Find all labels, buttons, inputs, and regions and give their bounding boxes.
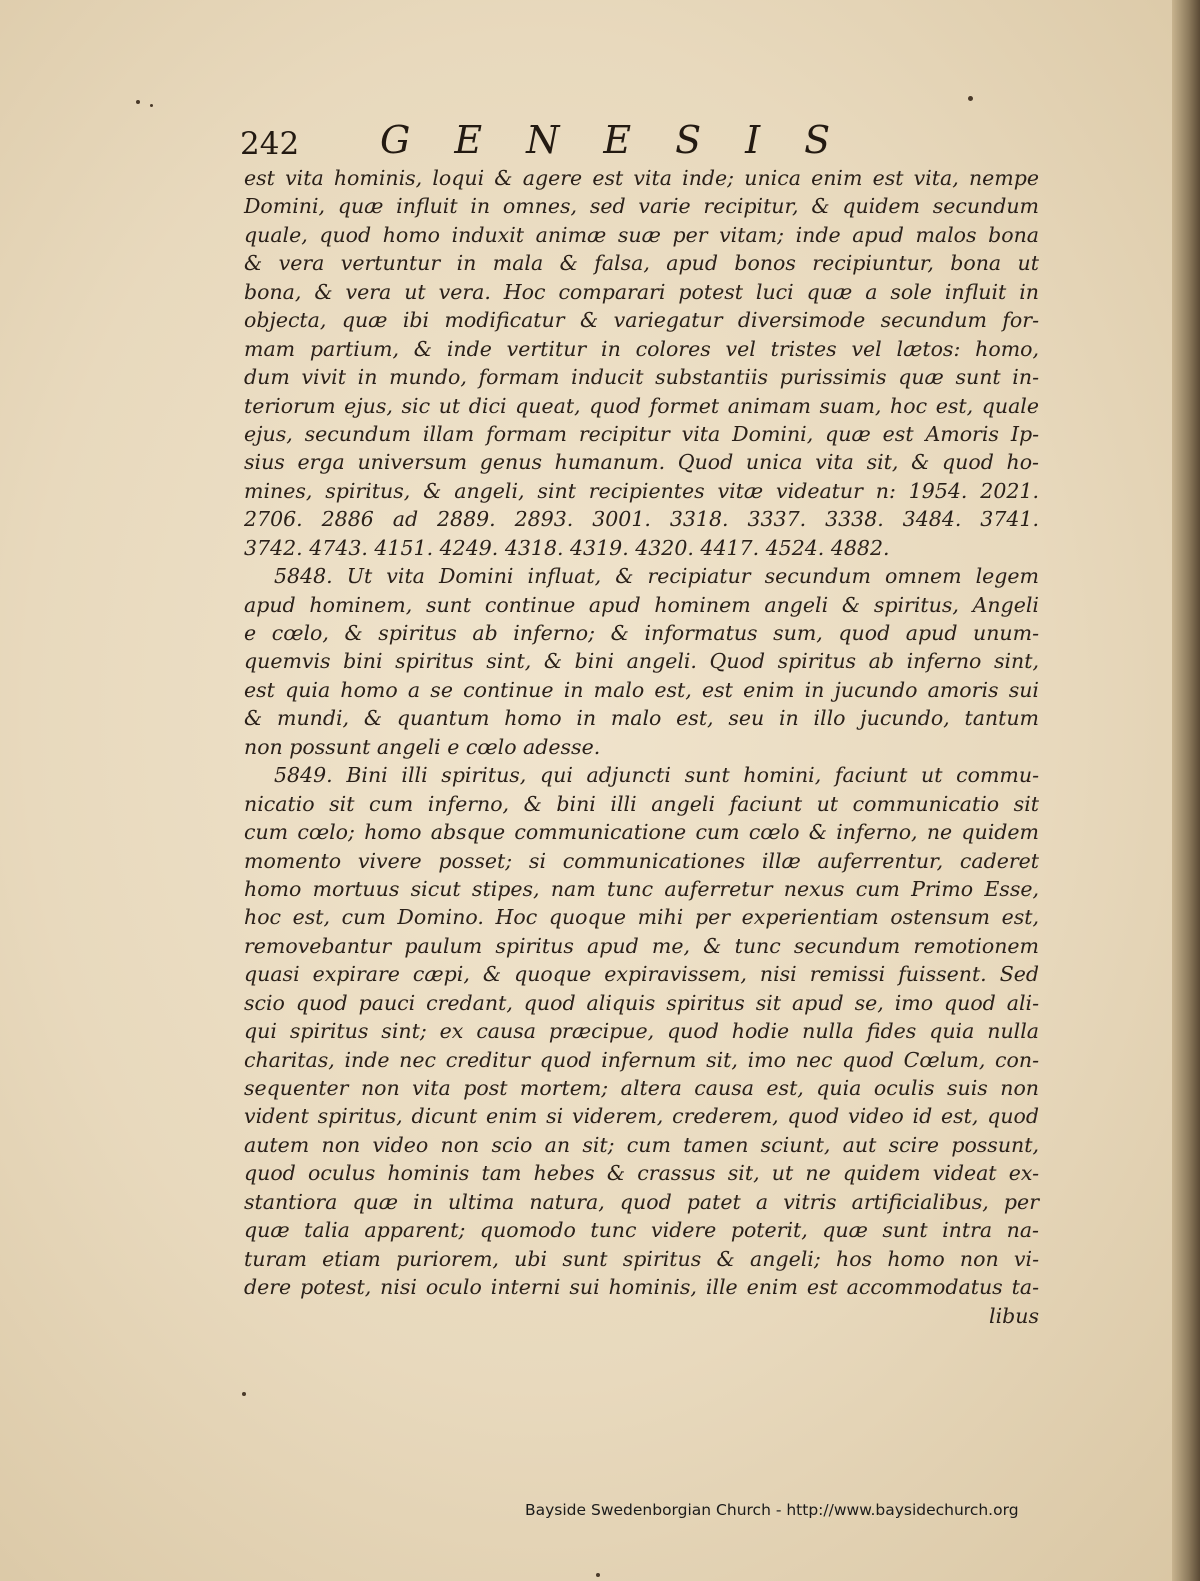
text-line: ejus, secundum illam formam recipitur vita Domini, quæ est Amoris Ip-: [244, 421, 1039, 446]
text-line: quemvis bini spiritus sint, & bini angeli. Quod spiritus ab inferno sint,: [244, 649, 1039, 674]
book-title: GENESIS: [380, 118, 875, 162]
text-line: non possunt angeli e cœlo adesse.: [244, 734, 601, 759]
text-line: quasi expirare cæpi, & quoque expiravissem, nisi remissi fuissent. Sed: [244, 962, 1039, 987]
text-line: scio quod pauci credant, quod aliquis spiritus sit apud se, imo quod ali-: [244, 990, 1039, 1015]
text-line: removebantur paulum spiritus apud me, & tunc secundum remotionem: [244, 933, 1039, 958]
ink-speck: [136, 100, 140, 104]
text-line: dere potest, nisi oculo interni sui hominis, ille enim est accommodatus ta-: [244, 1275, 1039, 1300]
page-gutter-shadow: [1172, 0, 1200, 1581]
text-line: charitas, inde nec creditur quod infernum sit, imo nec quod Cœlum, con-: [244, 1047, 1039, 1072]
text-line: quod oculus hominis tam hebes & crassus sit, ut ne quidem videat ex-: [244, 1161, 1039, 1186]
text-line: homo mortuus sicut stipes, nam tunc auferretur nexus cum Primo Esse,: [244, 876, 1039, 901]
text-line: cum cœlo; homo absque communicatione cum cœlo & inferno, ne quidem: [244, 820, 1039, 845]
text-line: autem non video non scio an sit; cum tamen sciunt, aut scire possunt,: [244, 1132, 1039, 1157]
text-line: 3742. 4743. 4151. 4249. 4318. 4319. 4320. 4417. 4524. 4882.: [244, 535, 890, 560]
text-line: momento vivere posset; si communicationes illæ auferrentur, caderet: [244, 848, 1039, 873]
text-line: dum vivit in mundo, formam inducit substantiis purissimis quæ sunt in-: [244, 365, 1039, 390]
text-line: qui spiritus sint; ex causa præcipue, quod hodie nulla fides quia nulla: [244, 1019, 1039, 1044]
page-number: 242: [240, 126, 300, 162]
text-line: mam partium, & inde vertitur in colores vel tristes vel lætos: homo,: [244, 336, 1039, 361]
text-line: nicatio sit cum inferno, & bini illi angeli faciunt ut communicatio sit: [244, 791, 1039, 816]
text-line: est vita hominis, loqui & agere est vita inde; unica enim est vita, nempe: [244, 166, 1039, 190]
text-line: turam etiam puriorem, ubi sunt spiritus & angeli; hos homo non vi-: [244, 1246, 1039, 1271]
paragraph-5849-start: 5849. Bini illi spiritus, qui adjuncti sunt homini, faciunt ut commu-: [274, 763, 1039, 788]
text-line: & vera vertuntur in mala & falsa, apud bonos recipiuntur, bona ut: [244, 251, 1039, 276]
text-line: e cœlo, & spiritus ab inferno; & informatus sum, quod apud unum-: [244, 621, 1039, 645]
text-line: quæ talia apparent; quomodo tunc videre poterit, quæ sunt intra na-: [244, 1218, 1039, 1243]
text-line: mines, spiritus, & angeli, sint recipientes vitæ videatur n: 1954. 2021.: [244, 478, 1039, 503]
ink-speck: [968, 96, 973, 101]
ink-speck: [242, 1392, 246, 1396]
text-line: sius erga universum genus humanum. Quod unica vita sit, & quod ho-: [244, 450, 1039, 475]
ink-speck: [596, 1573, 600, 1577]
text-line: hoc est, cum Domino. Hoc quoque mihi per experientiam ostensum est,: [244, 905, 1039, 930]
ink-speck: [150, 104, 153, 107]
text-line: quale, quod homo induxit animæ suæ per vitam; inde apud malos bona: [244, 222, 1039, 247]
text-line: vident spiritus, dicunt enim si viderem, crederem, quod video id est, quod: [244, 1104, 1039, 1129]
text-line: bona, & vera ut vera. Hoc comparari potest luci quæ a sole influit in: [244, 279, 1039, 304]
text-line: apud hominem, sunt continue apud hominem angeli & spiritus, Angeli: [244, 592, 1039, 617]
text-line: objecta, quæ ibi modificatur & variegatur diversimode secundum for-: [244, 308, 1039, 333]
footer-credit: Bayside Swedenborgian Church - http://www.baysidechurch.org: [525, 1501, 1019, 1519]
text-line: teriorum ejus, sic ut dici queat, quod formet animam suam, hoc est, quale: [244, 393, 1039, 418]
text-line: & mundi, & quantum homo in malo est, seu in illo jucundo, tantum: [244, 706, 1039, 731]
body-text: [244, 164, 1039, 1330]
text-line: Domini, quæ influit in omnes, sed varie recipitur, & quidem secundum: [244, 194, 1039, 219]
text-line: est quia homo a se continue in malo est, est enim in jucundo amoris sui: [244, 677, 1039, 702]
paragraph-5848-start: 5848. Ut vita Domini influat, & recipiatur secundum omnem legem: [274, 564, 1039, 589]
text-line: stantiora quæ in ultima natura, quod patet a vitris artificialibus, per: [244, 1189, 1039, 1214]
catchword: libus: [989, 1303, 1039, 1328]
text-line: 2706. 2886 ad 2889. 2893. 3001. 3318. 3337. 3338. 3484. 3741.: [244, 507, 1039, 532]
text-line: sequenter non vita post mortem; altera causa est, quia oculis suis non: [244, 1076, 1039, 1100]
